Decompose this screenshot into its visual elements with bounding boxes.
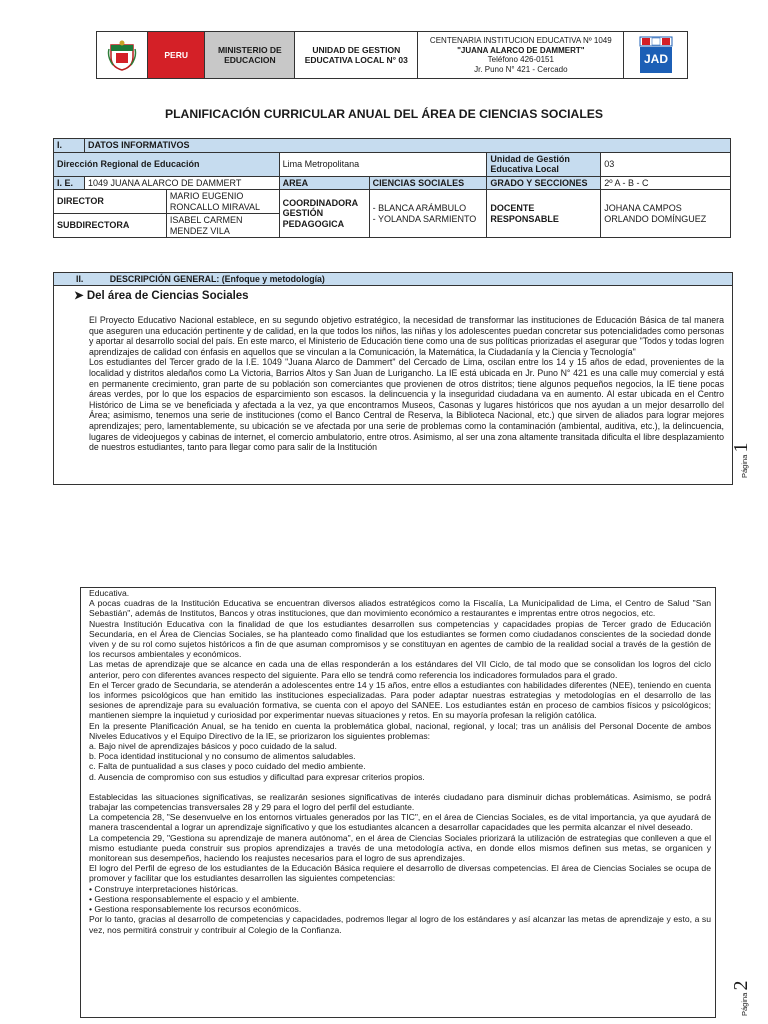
subdirectora-label: SUBDIRECTORA [54, 214, 167, 238]
section2-title: DESCRIPCIÓN GENERAL: (Enfoque y metodología) [109, 274, 325, 284]
institution-phone: Teléfono 426-0151 [487, 55, 554, 64]
institution-address: Jr. Puno N° 421 - Cercado [474, 64, 568, 74]
dre-value: Lima Metropolitana [279, 152, 487, 176]
list-item: d. Ausencia de compromiso con sus estudios y dificultad para expresar criterios propios. [89, 771, 425, 782]
ie-value: 1049 JUANA ALARCO DE DAMMERT [84, 176, 279, 190]
institution-info [418, 32, 624, 79]
paragraph: Las metas de aprendizaje que se alcance en cada una de ellas responderán a los estándares del VII Ciclo, de tal modo que se consolidan los logros del ciclo anterior, pero con diferentes avances respecto del siguiente. Para ello se tendrá como referencia los indicadores formulados para el grado. [89, 659, 711, 680]
coordinadora-name-2: - YOLANDA SARMIENTO [372, 213, 477, 224]
docente-name-1: JOHANA CAMPOS [604, 203, 682, 213]
seal-cell [97, 32, 148, 79]
coordinadora-name-1: - BLANCA ARÁMBULO [372, 203, 467, 213]
ugel-label: UNIDAD DE GESTION EDUCATIVA LOCAL N° 03 [295, 32, 418, 79]
list-item: c. Falta de puntualidad a sus clases y poco cuidado del medio ambiente. [89, 761, 366, 772]
logo-cell [624, 32, 688, 79]
paragraph: Por lo tanto, gracias al desarrollo de competencias y capacidades, podremos llegar al logro de los estándares y así alcanzar las metas de aprendizaje y esto, a su vez, nos permitirá construir y contribuir al Colegio de la Confianza. [89, 914, 711, 935]
paragraph: Establecidas las situaciones significativas, se realizarán sesiones significativas de interés ciudadano para disminuir dichas problemáticas. Asimismo, se podrá trabajar las competencias transversales 28 y 29 para el logro del perfil del estudiante. [89, 791, 711, 813]
page2-box [80, 587, 716, 1018]
subdirectora-value: ISABEL CARMEN MENDEZ VILA [166, 214, 279, 238]
arrow-bullet-icon: ➤ [74, 290, 84, 302]
section2-box [53, 272, 733, 485]
coordinadora-value [369, 190, 487, 238]
docente-value [601, 190, 731, 238]
paragraph: Los estudiantes del Tercer grado de la I.E. 1049 "Juana Alarco de Dammert" del Cercado de Lima, oscilan entre los 14 y 15 años de edad, provenientes de la localidad y distritos aledaños como La Victoria, Barrios Altos y San Juan de Lurigancho. La IE está ubicada en Jr. Puno N° 421 es una calle muy comercial y está en permanente crecimiento, gran parte de su población son comerciantes que provienen de otros distritos; tiene algunos pequeños negocios, la IE tiene pocas áreas verdes, por lo que los espacios de esparcimiento son escasos. la delincuencia y la inseguridad ciudadana va en aumento. Al estar ubicada en el Centro Histórico de Lima se ve beneficiada y afectada a la vez, ya que encontramos Museos, Casonas y lugares históricos que nos ayudan a un mejor desarrollo del Área; asimismo, tenemos una serie de instituciones (como el Banco Central de Reserva, la Biblioteca Nacional, etc.) que sirven de aliados para lograr mejores aprendizajes; pero, lamentablemente, su ubicación se ve afectada por una serie de problemas como la contaminación (ambiental, auditiva, etc.), la delincuencia, lugares de videojuegos y cabinas de internet, el comercio ambulatorio, entre otros. Asimismo, al ser una zona altamente transitada dificulta el libre desplazamiento de nuestros estudiantes, tanto para llegar como para salir de la Institución [89, 357, 724, 453]
paragraph: Educativa. [89, 588, 130, 598]
list-item: • Construye interpretaciones históricas. [89, 883, 239, 894]
paragraph: El logro del Perfil de egreso de los estudiantes de la Educación Básica requiere el desarrollo de diversas competencias. El área de Ciencias Sociales se ocupa de promover y facilitar que los estudiantes desarrollen las siguientes competencias: [89, 863, 711, 884]
page-label: Página [740, 992, 749, 1016]
docente-label: DOCENTE RESPONSABLE [487, 190, 601, 238]
section1-number: I. [54, 139, 85, 153]
ministry-label: MINISTERIO DE EDUCACION [205, 32, 295, 79]
logo-text: JAD [643, 52, 668, 66]
list-item: • Gestiona responsablemente los recursos económicos. [89, 904, 302, 915]
peru-label: PERU [148, 32, 205, 79]
jad-school-logo-icon [639, 36, 673, 74]
section2-subtitle-row [54, 288, 732, 304]
area-label: AREA [279, 176, 369, 190]
list-item: • Gestiona responsablemente el espacio y el ambiente. [89, 893, 299, 904]
paragraph: La competencia 28, "Se desenvuelve en los entornos virtuales generados por las TIC", en el área de Ciencias Sociales, es de vital importancia, ya que ayudará de manera trascendental a lograr un aprendizaje significativo y que los estudiantes alcancen a desarrollar capacidades que les permita alcanzar el nivel deseado. [89, 812, 711, 833]
area-value: CIENCIAS SOCIALES [369, 176, 487, 190]
datos-informativos-table [53, 138, 731, 238]
coordinadora-label: COORDINADORA GESTIÓN PEDAGOGICA [279, 190, 369, 238]
page-num: 1 [730, 442, 752, 453]
paragraph: En el Tercer grado de Secundaria, se atenderán a adolescentes entre 14 y 15 años, entre ellos a estudiantes con habilidades diferentes (NEE), teniendo en cuenta los informes psicológicos que han emitido las instituciones especializadas. Para poder adaptar nuestras estrategias y metodologías en el desarrollo de las sesiones de aprendizaje para su evaluación formativa, se cuenta con el apoyo del SANEE. Los estudiantes están en proceso de cambios físicos y psicológicos; mantienen siempre la inquietud y curiosidad por experimentar nuevas situaciones y retos. En su mayoría profesan la religión católica. [89, 679, 711, 721]
paragraph: El Proyecto Educativo Nacional establece, en su segundo objetivo estratégico, la necesidad de transformar las instituciones de Educación Básica de tal manera que aseguren una educación pertinente y de calidad, en la que todos los niños, las niñas y los adolescentes puedan concretar sus potencialidades como personas y aportar al desarrollo social del país. En este marco, el Ministerio de Educación tiene como una de sus políticas priorizadas el asegurar que "Todos y todas logren aprendizajes de calidad con énfasis en aquellos que se vinculan a la Comunicación, la Matemática, la Ciudadanía y la Ciencia y Tecnología" [89, 315, 724, 357]
section1-title: DATOS INFORMATIVOS [84, 139, 730, 153]
list-item: b. Poca identidad institucional y no consumo de alimentos saludables. [89, 751, 356, 762]
paragraph: Nuestra Institución Educativa con la finalidad de que los estudiantes desarrollen sus competencias y capacidades propias de Tercer grado de Educación Secundaria, en el Área de Ciencias Sociales, se ha planteado como finalidad que los estudiantes se formen como ciudadanos conscientes de la sociedad donde viven y de su rol como sujetos históricos a fin de que asuman compromisos y se constituyan en agentes de cambio de la realidad social a través de la gestión de los recursos ambientales y económicos. [89, 618, 711, 660]
institution-line1: CENTENARIA INSTITUCION EDUCATIVA Nº 1049 [429, 36, 612, 45]
section2-subtitle: Del área de Ciencias Sociales [86, 290, 249, 302]
dre-label: Dirección Regional de Educación [54, 152, 280, 176]
page-title: PLANIFICACIÓN CURRICULAR ANUAL DEL ÁREA DE CIENCIAS SOCIALES [164, 107, 604, 121]
header-table [96, 31, 688, 79]
grado-label: GRADO Y SECCIONES [487, 176, 601, 190]
section2-header [54, 273, 732, 286]
paragraph: A pocas cuadras de la Institución Educativa se encuentran diversos aliados estratégicos como la Fiscalía, La Municipalidad de Lima, el Centro de Salud "San Sebastián", además de Institutos, Bancos y otras instituciones, que dan movimiento económico a restaurantes e imprentas entre otros negocios, etc. [89, 598, 711, 619]
paragraph: La competencia 29, "Gestiona su aprendizaje de manera autónoma", en el área de Ciencias Sociales priorizará la utilización de estrategias que conlleven a que el mismo estudiante pueda construir sus propios aprendizajes a través de una metodología activa, en donde ellos mismos definen sus metas, se organicen y monitorean sus desempeños, haciendo los reajustes necesarios para el logro de sus aprendizajes. [89, 832, 711, 864]
page-num: 2 [730, 980, 752, 991]
institution-line2: "JUANA ALARCO DE DAMMERT" [457, 45, 585, 55]
director-value: MARIO EUGENIO RONCALLO MIRAVAL [166, 190, 279, 214]
grado-value: 2º A - B - C [601, 176, 731, 190]
ugel-field-value: 03 [601, 152, 731, 176]
page-label: Página [740, 454, 749, 478]
page-number-2 [730, 981, 753, 1016]
docente-name-2: ORLANDO DOMÍNGUEZ [604, 213, 707, 224]
director-label: DIRECTOR [54, 190, 167, 214]
peru-coat-of-arms-icon [107, 39, 137, 71]
list-item: a. Bajo nivel de aprendizajes básicos y poco cuidado de la salud. [89, 741, 337, 752]
paragraph: En la presente Planificación Anual, se ha tenido en cuenta la problemática global, nacional, regional, y local; tras un análisis del Personal Docente de ambos Niveles Educativos y el Equipo Directivo de la IE, se priorizaron los siguientes problemas: [89, 720, 711, 741]
ie-label: I. E. [54, 176, 85, 190]
ugel-field-label: Unidad de Gestión Educativa Local [487, 152, 601, 176]
section2-number: II. [76, 274, 84, 284]
page-number-1 [730, 443, 753, 478]
